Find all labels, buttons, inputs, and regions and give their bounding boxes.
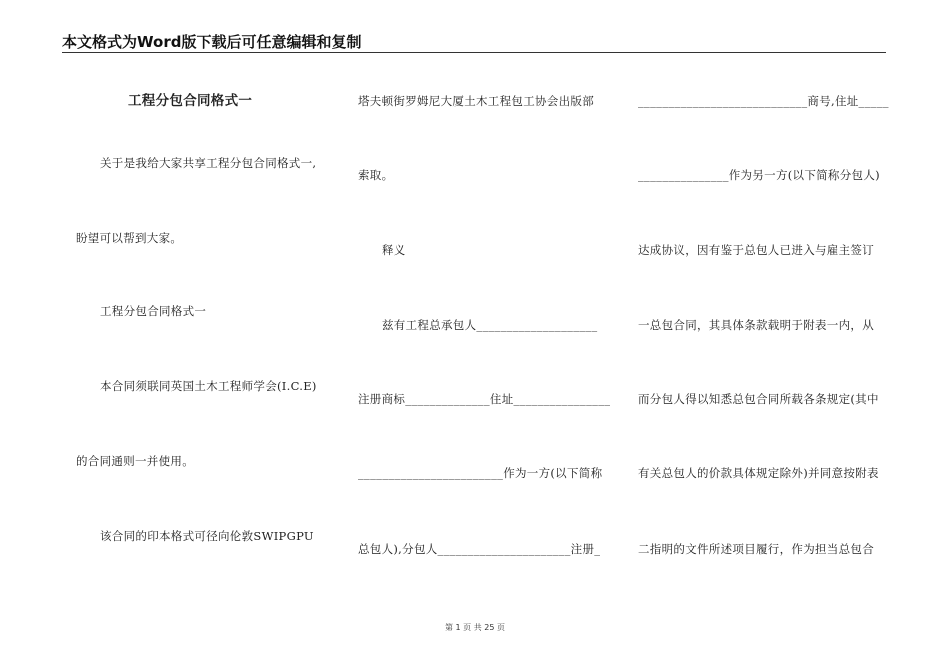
paragraph-line: 本合同须联同英国土木工程师学会(I.C.E) [100, 379, 317, 393]
paragraph-line: 盼望可以帮到大家。 [76, 231, 183, 245]
paragraph-line: 兹有工程总承包人____________________ [382, 318, 598, 332]
paragraph-line: 塔夫顿街罗姆尼大厦土木工程包工协会出版部 [358, 94, 594, 108]
paragraph-line: 关于是我给大家共享工程分包合同格式一, [100, 156, 317, 170]
paragraph-line: 而分包人得以知悉总包合同所载各条规定(其中 [638, 392, 879, 406]
header-text: 本文格式为Word版下载后可任意编辑和复制 [62, 33, 362, 51]
section-heading: 工程分包合同格式一 [100, 304, 207, 318]
document-title: 工程分包合同格式一 [128, 93, 253, 109]
paragraph-line: 有关总包人的价款具体规定除外)并同意按附表 [638, 466, 879, 480]
paragraph-line: 二指明的文件所述项目履行，作为担当总包合 [638, 542, 874, 556]
paragraph-line: 注册商标______________住址________________ [358, 392, 611, 406]
paragraph-line: ____________________________商号,住址_____ [638, 94, 889, 108]
paragraph-line: 该合同的印本格式可径向伦敦SWIPGPU [100, 529, 314, 543]
paragraph-line: 的合同通则一并使用。 [76, 454, 194, 468]
paragraph-line: 一总包合同，其具体条款载明于附表一内，从 [638, 318, 874, 332]
paragraph-line: 总包人),分包人______________________注册_ [358, 542, 601, 556]
section-heading: 释义 [382, 243, 406, 257]
paragraph-line: ________________________作为一方(以下简称 [358, 466, 603, 480]
paragraph-line: 达成协议，因有鉴于总包人已进入与雇主签订 [638, 243, 874, 257]
page-number: 第 1 页 共 25 页 [445, 623, 505, 632]
paragraph-line: _______________作为另一方(以下简称分包人) [638, 168, 880, 182]
paragraph-line: 索取。 [358, 168, 394, 182]
